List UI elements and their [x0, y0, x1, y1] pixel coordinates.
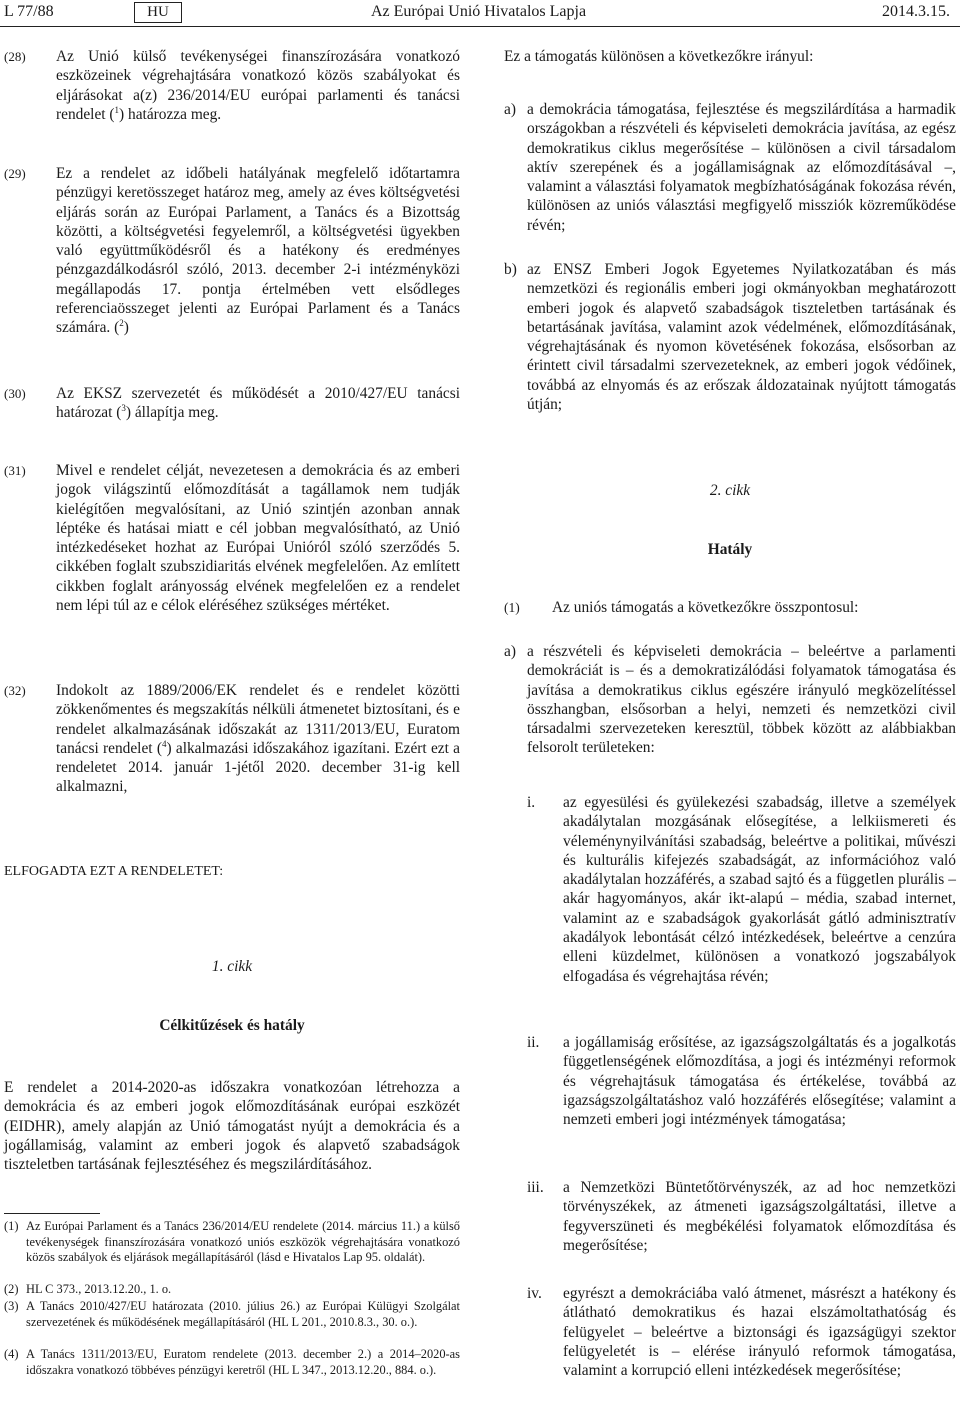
article-1-number: 1. cikk [211, 958, 253, 975]
item-text: a demokrácia támogatása, fejlesztése és megszilárdítása a harmadik országokban a részvételi és képviseleti demokrácia javítása, az egész demokratikus ciklus megerősítése – különösen a civil társadalom aktív szerepének és a jogállamiságnak az előmozdításával –, valamint a választási folyamatok megbízhatóságának fokozása révén, különösen az uniós választási megfigyelő missziók közreműködése révén; [527, 101, 956, 234]
issue-date: 2014.3.15. [882, 3, 950, 20]
header-rule [0, 26, 960, 27]
subpoint-text: az egyesülési és gyülekezési szabadság, illetve a személyek akadálytalan mozgásának elősegítése, a lelkiismereti és véleménynyilvánítási szabadság, beleértve a politikai, művészi és kulturális kifejezés szabadságát, az információhoz való akadálytalan hozzáférés, a szabad sajtó és a független plurális – akár hagyományos, akár ikt-alapú – média, szabad internet, valamint az e szabadságok gyakorlását gátló adminisztratív akadályok lebontását célzó intézkedések, beleértve a cenzúra elleni küzdelmet, különösen a vonatkozó jogszabályok elfogadása és végrehajtása révén; [563, 794, 956, 985]
item-label: a) [504, 101, 516, 118]
recital-text: Ez a rendelet az időbeli hatályának megfelelő időtartamra pénzügyi keretösszeget határoz meg, amely az éves költségvetési eljárás során az Európai Parlament, a Tanács és a Bizottság közötti, a költségvetési fegyelemről, a költségvetési ügyekben való együttműködésről és a hatékony és eredményes pénzgazdálkodásról szóló, 2013. december 2-i intézményközi megállapodás 17. pontja értelmében vett elsődleges referenciaösszeget jelenti az Európai Parlament és a Tanács számára. ($^2$) [56, 165, 460, 337]
article-2-number: 2. cikk [709, 482, 751, 499]
paragraph-label: (1) [504, 600, 520, 615]
subpoint-label: ii. [527, 1034, 540, 1051]
recital-text: Az EKSZ szervezetét és működését a 2010/427/EU tanácsi határozat ($^3$) állapítja meg. [56, 385, 460, 422]
paragraph-text: Az uniós támogatás a következőkre összpontosul: [552, 599, 859, 616]
adoption-formula: ELFOGADTA EZT A RENDELETET: [4, 864, 224, 879]
item-label: a) [504, 643, 516, 660]
item-text: az ENSZ Emberi Jogok Egyetemes Nyilatkozatában és más nemzetközi és regionális emberi jogi okmányokban meghatározott emberi jogok és alapvető szabadságok tiszteletben tartásának és betartásának javítása, valamint azok védelmének, előmozdításának, végrehajtásának és nyomon követésének fokozása, elsősorban az érintett civil társadalmi szervezeteknek, az emberi jogok védőinek, továbbá az elnyomás és az erőszak áldozatainak nyújtott támogatás útján; [527, 261, 956, 414]
footnote-text: HL C 373., 2013.12.20., 1. o. [26, 1282, 172, 1296]
support-intro: Ez a támogatás különösen a következőkre irányul: [504, 48, 814, 65]
page-number: L 77/88 [4, 3, 54, 20]
article-2-title: Hatály [707, 541, 753, 558]
footnote-number: (3) [4, 1299, 19, 1313]
recital-number: (32) [4, 683, 26, 698]
footnote-number: (4) [4, 1347, 19, 1361]
footnote-text: A Tanács 2010/427/EU határozata (2010. július 26.) az Európai Külügyi Szolgálat szervezetének és működésének megállapításáról (HL L 201., 2010.8.3., 30. o.). [26, 1299, 460, 1329]
recital-number: (28) [4, 49, 26, 64]
recital-number: (29) [4, 166, 26, 181]
item-label: b) [504, 261, 517, 278]
footnote-number: (2) [4, 1282, 19, 1296]
footnote-number: (1) [4, 1219, 19, 1233]
item-text: a részvételi és képviseleti demokrácia – beleértve a parlamenti demokráciát is – és a demokratizálódási folyamatok támogatása és javítása a demokratikus ciklus egészére irányuló megközelítéssel összhangban, elsősorban a helyi, nemzeti és nemzetközi civil társadalmi szervezeteken keresztül, többek között az alábbiakban felsorolt területeken: [527, 643, 956, 757]
subpoint-text: egyrészt a demokráciába való átmenet, másrészt a hatékony és átlátható demokratikus és hazai elszámoltathatóság és felügyelet – beleértve a biztonsági és igazságügyi szektor felügyeletét is – elérése irányuló reformok támogatása, valamint a korrupció elleni intézkedések megerősítése; [563, 1285, 956, 1380]
footnote-text: A Tanács 1311/2013/EU, Euratom rendelete (2013. december 2.) a 2014–2020-as időszakra vonatkozó többéves pénzügyi keretről (HL L 347., 2013.12.20., 884. o.). [26, 1347, 460, 1377]
language-badge: HU [134, 2, 182, 23]
recital-number: (31) [4, 463, 26, 478]
subpoint-text: a Nemzetközi Büntetőtörvényszék, az ad hoc nemzetközi törvényszékek, az átmeneti igazságszolgáltatási, illetve a fegyverszüneti és megbékélési folyamatok előmozdítása és megerősítése; [563, 1179, 956, 1254]
recital-text: Mivel e rendelet célját, nevezetesen a demokrácia és az emberi jogok világszintű előmozdítását a tagállamok nem tudják kielégítően megvalósítani, az Unió szintjén azonban annak léptéke és hatásai miatt e cél jobban megvalósítható, az Unió intézkedéseket hozhat az Európai Unióról szóló szerződés 5. cikkében foglalt szubszidiaritás elvének megfelelően. Az említett cikkben foglalt arányosság elvének megfelelően ez a rendelet nem lépi túl az e célok eléréséhez szükséges mértéket. [56, 462, 460, 615]
article-1-text: E rendelet a 2014-2020-as időszakra vonatkozóan létrehozza a demokrácia és az emberi jogok előmozdításának európai eszközét (EIDHR), amely alapján az Unió támogatást nyújt a demokrácia és a jogállamiság, valamint az emberi jogok és alapvető szabadságok tiszteletben tartásának fejlesztéséhez és megszilárdításához. [4, 1079, 460, 1174]
subpoint-label: iii. [527, 1179, 544, 1196]
subpoint-text: a jogállamiság erősítése, az igazságszolgáltatás és a jogalkotás függetlenségének előmozdítása, a jogi és intézményi reformok és végrehajtásuk támogatása és értékelése, továbbá az igazságszolgáltatáshoz való hozzáférés elősegítése; valamint a nemzeti emberi jogi intézmények támogatása; [563, 1034, 956, 1129]
recital-text: Indokolt az 1889/2006/EK rendelet és e rendelet közötti zökkenőmentes és megszakítás nélküli átmenetet biztosítani, és e rendelet alkalmazásának időszakát az 1311/2013/EU, Euratom tanácsi rendelet ($^4$) alkalmazási időszakához igazítani. Ezért ezt a rendeletet 2014. január 1-jétől 2020. december 31-ig kell alkalmazni, [56, 682, 460, 796]
article-1-title: Célkitűzések és hatály [159, 1017, 305, 1034]
footnote-text: Az Európai Parlament és a Tanács 236/2014/EU rendelete (2014. március 11.) a külső tevékenységek finanszírozására vonatkozó uniós eszközök végrehajtására vonatkozó közös szabályok és eljárások megállapításáról (lásd e Hivatalos Lap 95. oldalát). [26, 1219, 460, 1265]
page-header [0, 0, 960, 26]
recital-text: Az Unió külső tevékenységei finanszírozására vonatkozó eszközeinek végrehajtására vonatkozó közös szabályokat és eljárásokat a(z) 236/2014/EU európai parlamenti és tanácsi rendelet ($^1$) határozza meg. [56, 48, 460, 123]
subpoint-label: iv. [527, 1285, 542, 1302]
subpoint-label: i. [527, 794, 536, 811]
recital-number: (30) [4, 386, 26, 401]
footnote-rule [4, 1213, 100, 1214]
journal-title: Az Európai Unió Hivatalos Lapja [371, 3, 587, 20]
